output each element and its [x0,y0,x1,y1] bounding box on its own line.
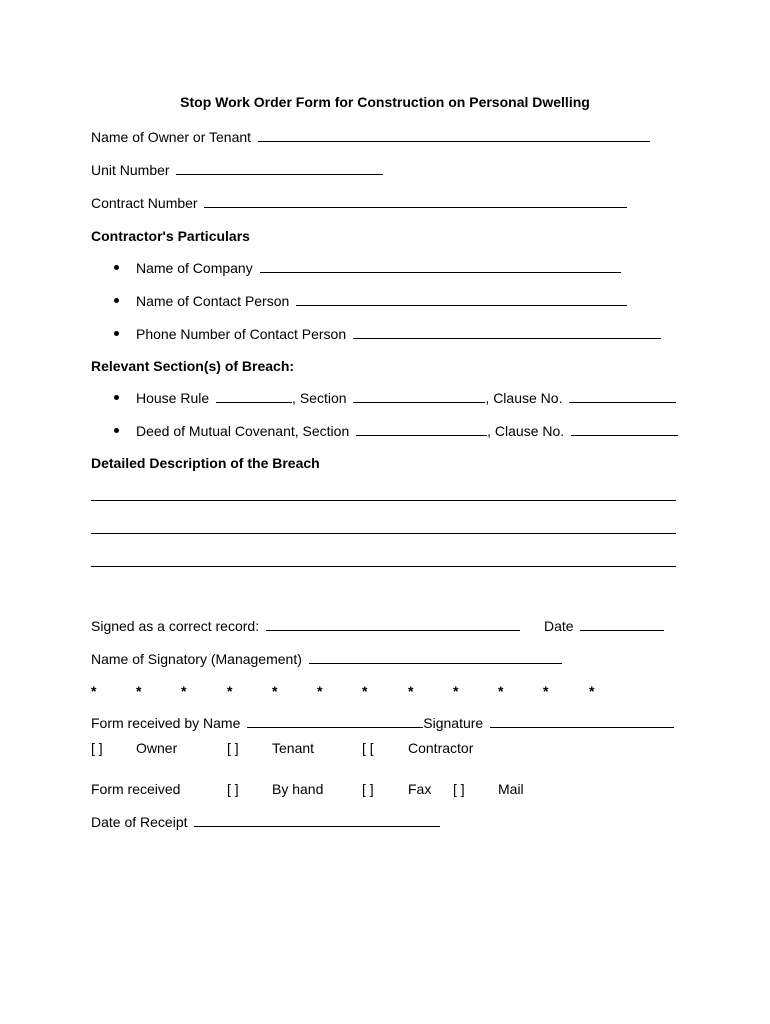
tenant-checkbox[interactable]: [ ] [227,740,239,756]
unit-number-label: Unit Number [91,162,170,178]
house-rule-section-field[interactable] [353,390,485,403]
contact-phone-label: Phone Number of Contact Person [136,326,347,342]
owner-checkbox[interactable]: [ ] [91,740,103,756]
date-label: Date [544,618,574,634]
bullet-icon [114,298,119,303]
fax-checkbox[interactable]: [ ] [362,781,374,797]
description-line-3[interactable] [91,566,676,567]
separator-star: * [91,683,97,699]
house-rule-row [136,390,676,406]
contractor-heading: Contractor's Particulars [91,228,250,244]
house-rule-clause-field[interactable] [569,390,676,403]
bullet-icon [114,428,119,433]
separator-star: * [362,683,368,699]
contact-person-row [136,293,627,309]
mail-label: Mail [498,781,524,797]
mail-checkbox[interactable]: [ ] [453,781,465,797]
separator-star: * [227,683,233,699]
bullet-icon [114,331,119,336]
signatory-label: Name of Signatory (Management) [91,651,302,667]
signature-field[interactable] [490,715,674,728]
contract-number-row [91,195,627,211]
separator-star: * [543,683,549,699]
company-field[interactable] [260,260,621,273]
bullet-icon [114,265,119,270]
date-of-receipt-row [91,814,440,830]
deed-section-field[interactable] [356,423,487,436]
description-heading: Detailed Description of the Breach [91,455,320,471]
signatory-row [91,651,562,667]
house-rule-label: House Rule [136,390,210,406]
deed-clause-field[interactable] [571,423,678,436]
deed-label: Deed of Mutual Covenant, Section [136,423,350,439]
contract-number-label: Contract Number [91,195,198,211]
separator-star: * [317,683,323,699]
clause-label: , Clause No. [487,423,565,439]
separator-star: * [589,683,595,699]
separator-star: * [136,683,142,699]
tenant-label: Tenant [272,740,315,756]
owner-label: Owner [136,740,178,756]
description-line-1[interactable] [91,500,676,501]
company-label: Name of Company [136,260,253,276]
separator-star: * [498,683,504,699]
by-hand-label: By hand [272,781,324,797]
date-field[interactable] [580,618,664,631]
contact-phone-row [136,326,661,342]
separator-star: * [408,683,414,699]
date-of-receipt-field[interactable] [194,814,440,827]
date-row [544,618,664,634]
contract-number-field[interactable] [204,195,627,208]
house-rule-field[interactable] [216,390,292,403]
fax-label: Fax [408,781,432,797]
unit-number-row [91,162,383,178]
owner-tenant-field[interactable] [258,129,650,142]
signed-field[interactable] [266,618,520,631]
received-by-row [91,715,674,731]
unit-number-field[interactable] [176,162,383,175]
contractor-label: Contractor [408,740,474,756]
deed-row [136,423,678,439]
clause-label: , Clause No. [485,390,563,406]
by-hand-checkbox[interactable]: [ ] [227,781,239,797]
breach-heading: Relevant Section(s) of Breach: [91,358,295,374]
contact-person-label: Name of Contact Person [136,293,290,309]
signed-row [91,618,520,634]
company-row [136,260,621,276]
received-by-label: Form received by Name [91,715,241,731]
description-line-2[interactable] [91,533,676,534]
separator-star: * [272,683,278,699]
contact-phone-field[interactable] [353,326,661,339]
page-title: Stop Work Order Form for Construction on Personal Dwelling [180,94,590,110]
form-received-label: Form received [91,781,181,797]
signatory-field[interactable] [309,651,562,664]
separator-star: * [181,683,187,699]
owner-tenant-row [91,129,650,145]
signature-label: Signature [423,715,484,731]
date-of-receipt-label: Date of Receipt [91,814,188,830]
received-by-field[interactable] [247,715,423,728]
bullet-icon [114,395,119,400]
owner-tenant-label: Name of Owner or Tenant [91,129,252,145]
contractor-checkbox[interactable]: [ [ [362,740,374,756]
signed-label: Signed as a correct record: [91,618,260,634]
section-label: , Section [292,390,347,406]
contact-person-field[interactable] [296,293,627,306]
separator-star: * [453,683,459,699]
